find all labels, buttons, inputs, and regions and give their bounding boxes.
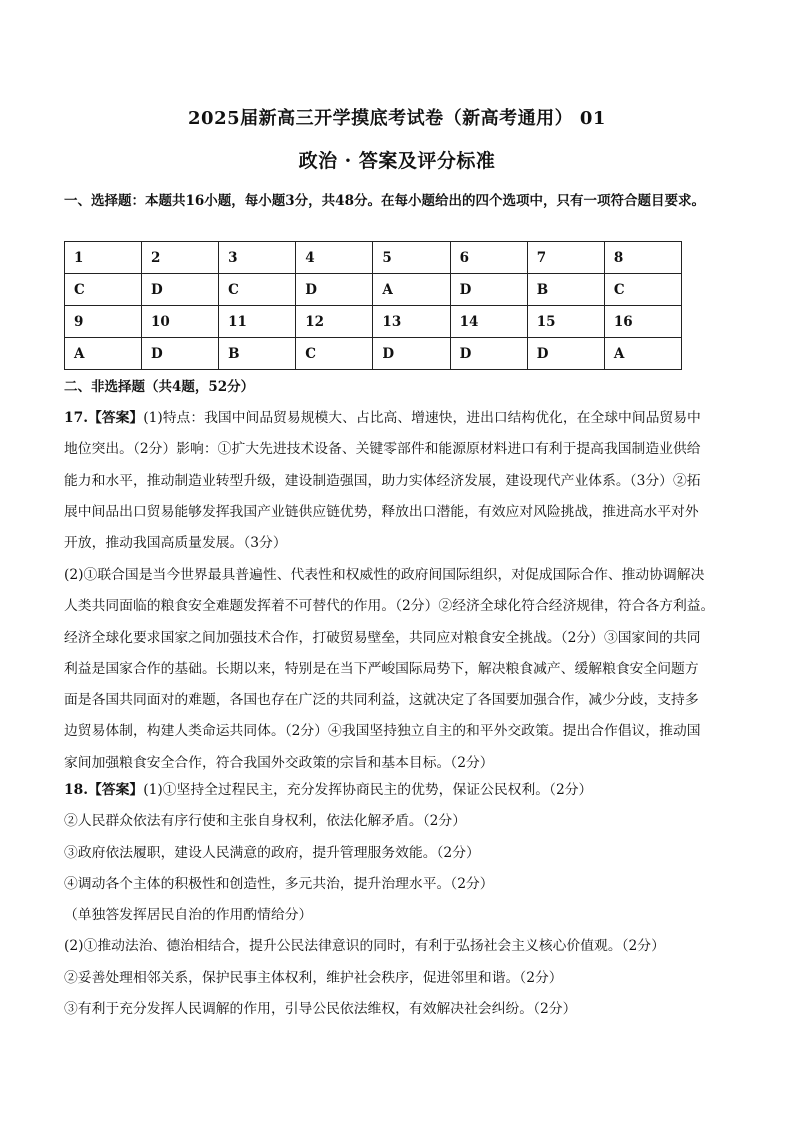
answer-table-cell: 3	[219, 242, 296, 274]
q18-line-2: ②人民群众依法有序行使和主张自身权利，依法化解矛盾。（2分）	[64, 813, 466, 830]
q17-part2-line-5: 面是各国共同面对的难题，各国也存在广泛的共同利益，这就决定了各国要加强合作，减少分歧，支持多	[64, 692, 699, 709]
q18-line-8: ③有利于充分发挥人民调解的作用，引导公民依法维权，有效解决社会纠纷。（2分）	[64, 1001, 577, 1018]
answer-table-row	[65, 274, 682, 306]
answer-table-cell: 14	[450, 306, 527, 338]
answer-table-row	[65, 338, 682, 370]
answer-table-cell: 1	[65, 242, 142, 274]
answer-table-row	[65, 242, 682, 274]
q17-part2-line-6: 边贸易体制，构建人类命运共同体。（2分）④我国坚持独立自主的和平外交政策。提出合作倡议，推动国	[64, 723, 701, 740]
q18-line-7: ②妥善处理相邻关系，保护民事主体权利，维护社会秩序，促进邻里和谐。（2分）	[64, 969, 563, 986]
answer-table-cell: C	[296, 338, 373, 370]
answer-table-cell: D	[296, 274, 373, 306]
multiple-choice-answer-table	[64, 241, 682, 370]
answer-table-cell: D	[450, 338, 527, 370]
answer-table-cell: 5	[373, 242, 450, 274]
answer-table-cell: D	[373, 338, 450, 370]
section-2-heading: 二、非选择题（共4题，52分）	[64, 379, 255, 395]
answer-table-cell: 8	[604, 242, 681, 274]
q18-line-1: 18.【答案】(1)①坚持全过程民主，充分发挥协商民主的优势，保证公民权利。（2分）	[64, 782, 593, 798]
q17-line-1: 17.【答案】(1)特点：我国中间品贸易规模大、占比高、增速快，进出口结构优化，在全球中间品贸易中	[64, 410, 701, 426]
q18-label: 18.【答案】	[64, 782, 144, 798]
answer-table-cell: 13	[373, 306, 450, 338]
q17-line-5: 开放，推动我国高质量发展。（3分）	[64, 535, 287, 552]
answer-table-cell: 10	[142, 306, 219, 338]
answer-table-cell: B	[219, 338, 296, 370]
answer-table-cell: C	[604, 274, 681, 306]
answer-table-cell: 16	[604, 306, 681, 338]
answer-table-row	[65, 306, 682, 338]
answer-table-cell: A	[373, 274, 450, 306]
answer-table-cell: D	[450, 274, 527, 306]
q17-line-3: 能力和水平，推动制造业转型升级，建设制造强国，助力实体经济发展，建设现代产业体系。（3分）②拓	[64, 472, 701, 489]
answer-table-cell: 9	[65, 306, 142, 338]
answer-table-cell: 12	[296, 306, 373, 338]
answer-table-cell: D	[142, 338, 219, 370]
q18-line-6: (2)①推动法治、德治相结合，提升公民法律意识的同时，有利于弘扬社会主义核心价值观。（2分）	[64, 938, 665, 955]
q18-line-3: ③政府依法履职，建设人民满意的政府，提升管理服务效能。（2分）	[64, 844, 480, 861]
answer-table-cell: 4	[296, 242, 373, 274]
q18-line-5: （单独答发挥居民自治的作用酌情给分）	[64, 907, 313, 924]
q17-part2-line-3: 经济全球化要求国家之间加强技术合作，打破贸易壁垒，共同应对粮食安全挑战。（2分）③国家间的共同	[64, 629, 701, 646]
q17-part2-line-1: (2)①联合国是当今世界最具普遍性、代表性和权威性的政府间国际组织，对促成国际合作、推动协调解决	[64, 567, 705, 583]
exam-title: 2025届新高三开学摸底考试卷（新高考通用） 01	[188, 108, 606, 129]
q18-answer	[64, 775, 736, 1025]
answer-table-cell: 2	[142, 242, 219, 274]
answer-table-cell: A	[604, 338, 681, 370]
exam-subtitle: 政治 · 答案及评分标准	[298, 150, 496, 172]
q17-label: 17.【答案】	[64, 410, 144, 426]
section-1-heading: 一、选择题：本题共16小题，每小题3分，共48分。在每小题给出的四个选项中，只有一项符合题目要求。	[64, 193, 705, 209]
q17-part2	[64, 560, 736, 779]
answer-table-cell: 15	[527, 306, 604, 338]
q17-part1	[64, 403, 736, 559]
q17-line-4: 展中间品出口贸易能够发挥我国产业链供应链优势，释放出口潜能，有效应对风险挑战，推进高水平对外	[64, 503, 699, 520]
answer-table-cell: A	[65, 338, 142, 370]
answer-table-cell: D	[142, 274, 219, 306]
q18-line-4: ④调动各个主体的积极性和创造性，多元共治，提升治理水平。（2分）	[64, 875, 494, 892]
answer-table-cell: 7	[527, 242, 604, 274]
q17-part2-line-4: 利益是国家合作的基础。长期以来，特别是在当下严峻国际局势下，解决粮食减产、缓解粮食安全问题方	[64, 660, 699, 677]
answer-table-cell: 11	[219, 306, 296, 338]
answer-table-cell: B	[527, 274, 604, 306]
answer-table-cell: 6	[450, 242, 527, 274]
answer-table-cell: C	[219, 274, 296, 306]
answer-table-cell: C	[65, 274, 142, 306]
q17-part2-line-7: 家间加强粮食安全合作，符合我国外交政策的宗旨和基本目标。（2分）	[64, 754, 494, 771]
q17-line-2: 地位突出。（2分）影响：①扩大先进技术设备、关键零部件和能源原材料进口有利于提高我国制造业供给	[64, 441, 701, 458]
answer-table-cell: D	[527, 338, 604, 370]
q17-part2-line-2: 人类共同面临的粮食安全难题发挥着不可替代的作用。（2分）②经济全球化符合经济规律，符合各方利益。	[64, 598, 715, 615]
